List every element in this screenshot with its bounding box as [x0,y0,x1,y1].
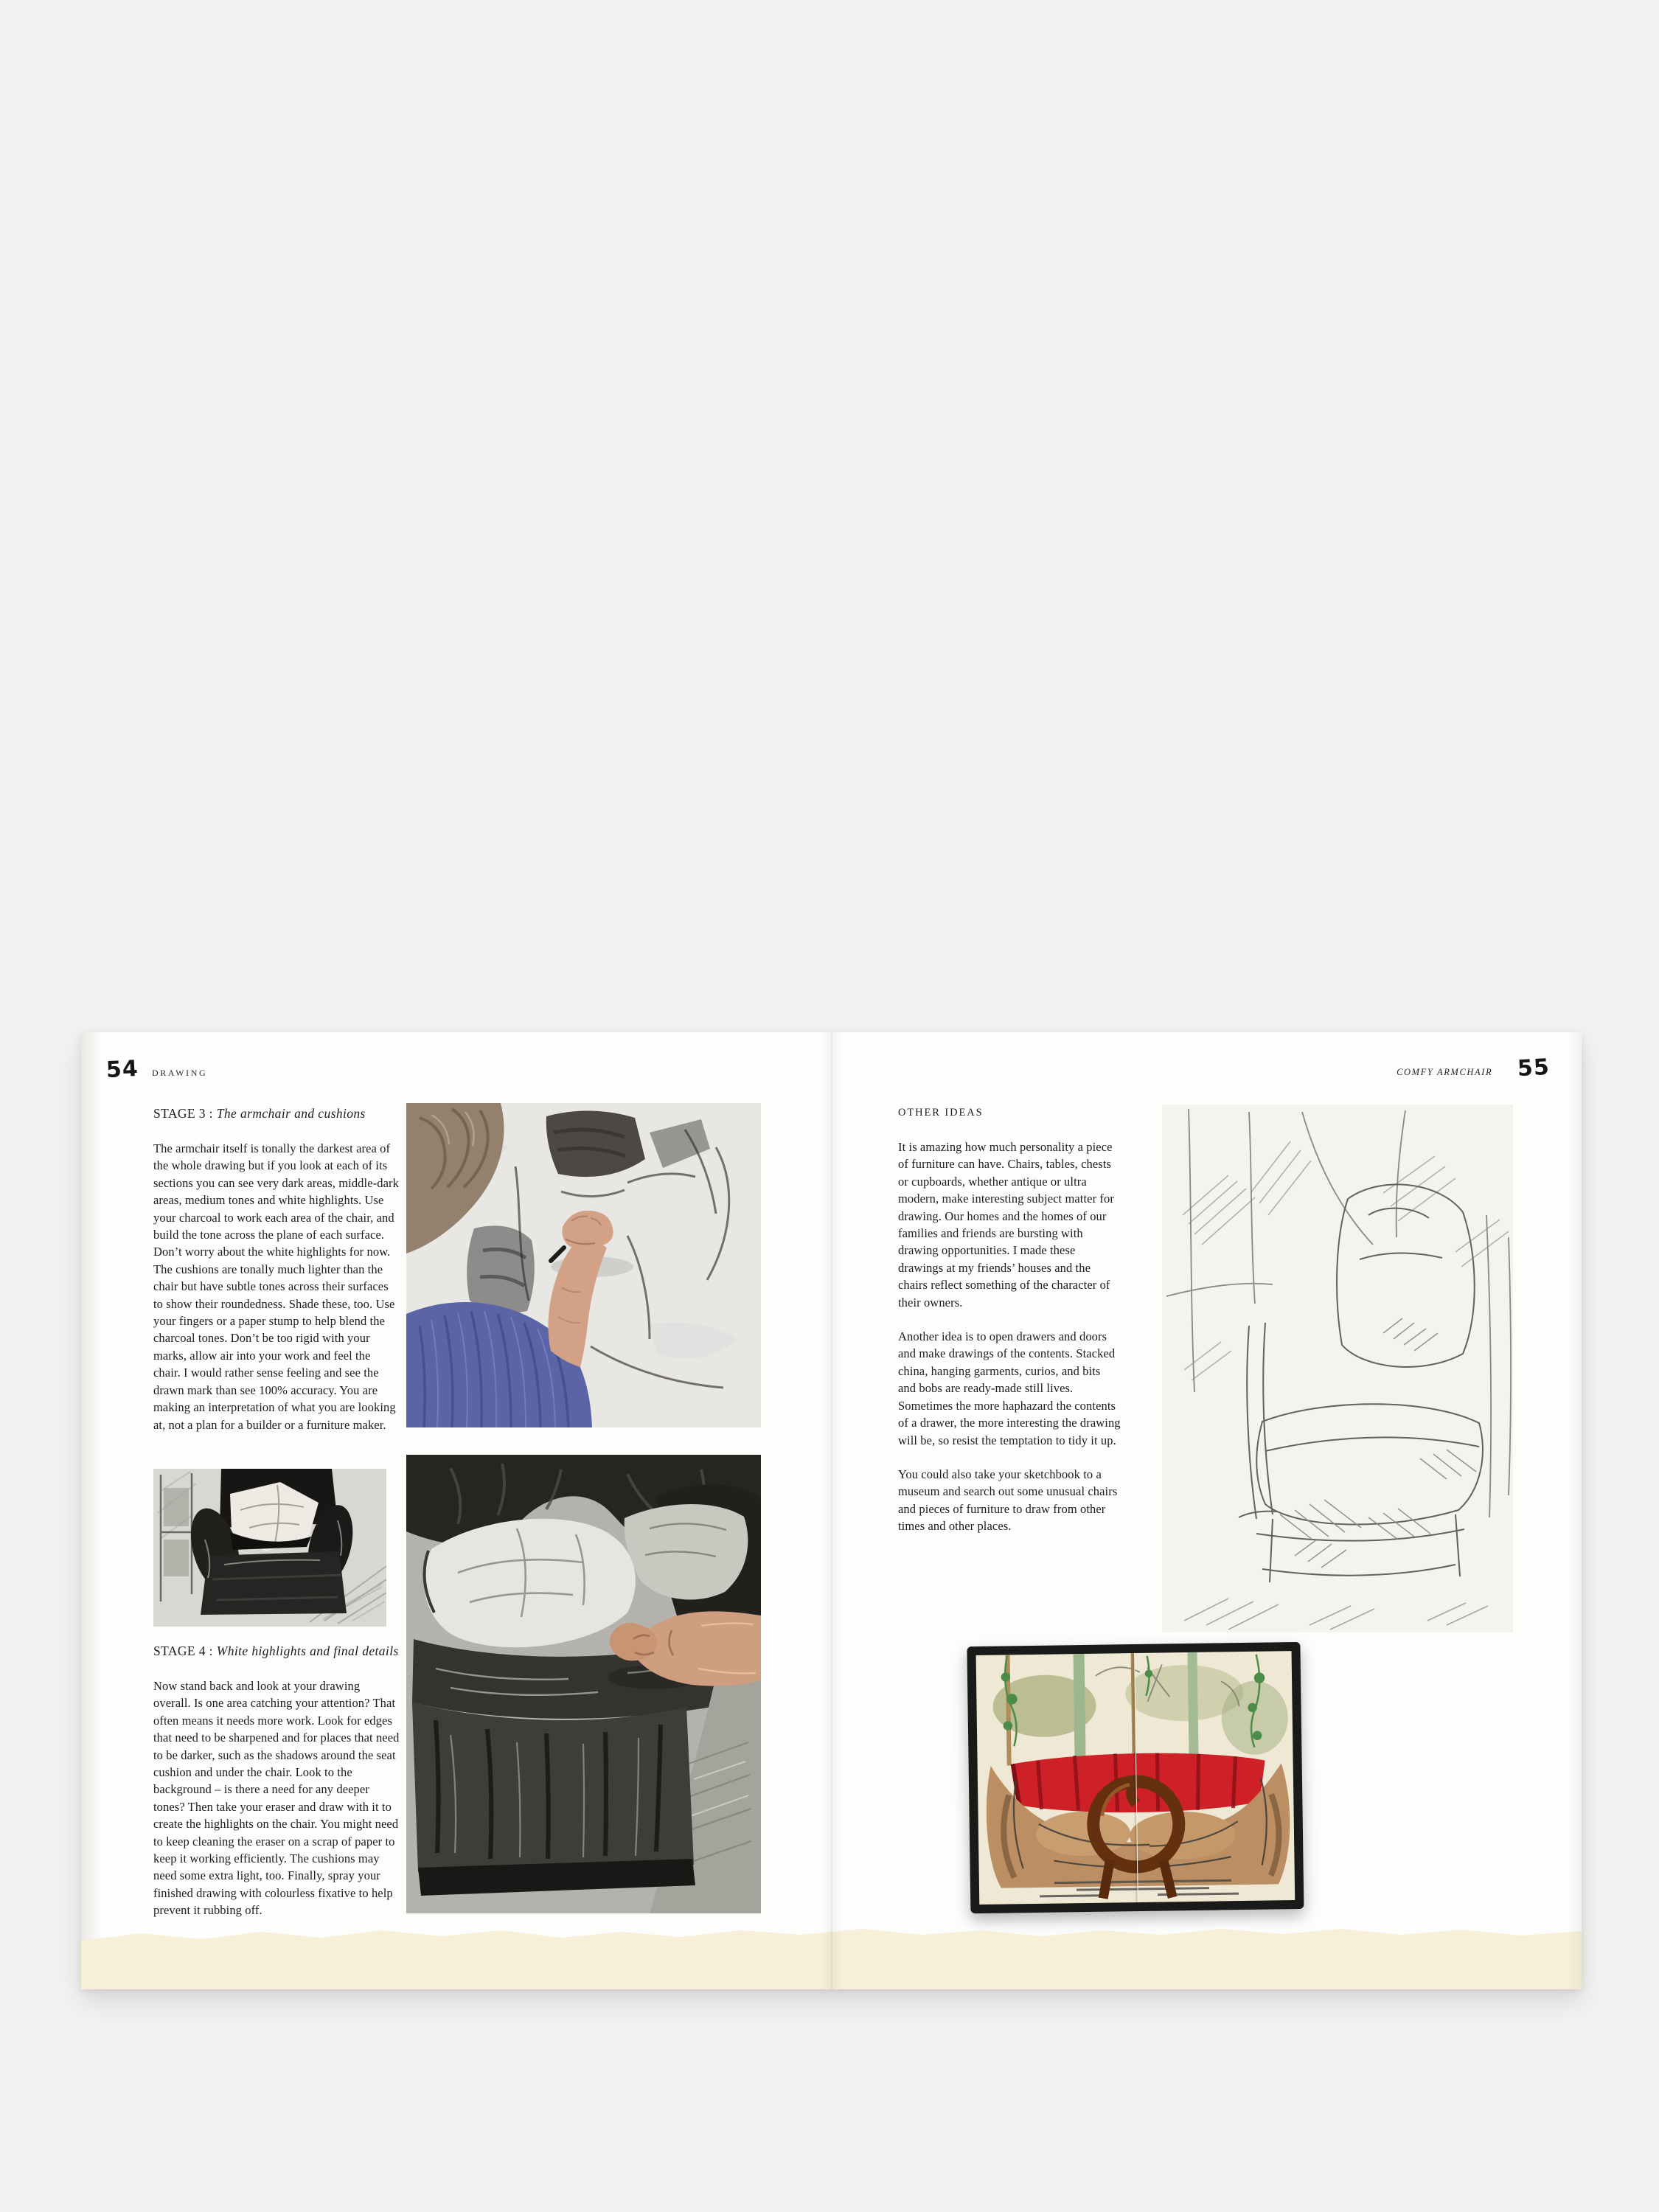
other-ideas-paragraph-2: Another idea is to open drawers and doors and make drawings of the contents. Stacked china, hanging garments, curios, and bits and bobs are ready-made still lives. Sometimes the more haphazard the contents of a drawer, the more interesting the drawing will be, so resist the temptation to tidy it up. [898,1329,1121,1447]
stage3-paragraph: The armchair itself is tonally the darkest area of the whole drawing but if you look at each of its sections you can see very dark areas, middle-dark areas, medium tones and white highlights. Use your charcoal to work each area of the chair, and build the tone across the plane of each surface. Don’t worry about the white highlights for now. The cushions are tonally much lighter than the chair but have subtle tones across their surfaces to show their roundedness. Shade these, too. Use your fingers or a paper stump to help blend the charcoal tones. Don’t be too rigid with your marks, allow air into your work and feel the chair. I would rather sense feeling and see the drawn mark than see 100% accuracy. You are making an interpretation of what you are looking at, not a plan for a builder or a furniture maker. [153,1141,399,1432]
left-running-header: DRAWING [152,1068,208,1078]
pencil-armchair-sketch [1162,1105,1513,1632]
stage4-title: White highlights and final details [216,1644,399,1658]
left-page-number: 54 [105,1055,139,1084]
other-ideas-paragraph-1: It is amazing how much personality a piece of furniture can have. Chairs, tables, chests or cupboards, whether antique or ultra modern, make interesting subject matter for drawing. Our homes and the homes of our families and friends are bursting with drawing opportunities. I made these drawings at my friends’ houses and the chairs reflect something of the character of their owners. [898,1140,1114,1310]
right-running-header: COMFY ARMCHAIR [1397,1067,1493,1077]
stage4-heading [153,1644,399,1659]
stage4-paragraph: Now stand back and look at your drawing overall. Is one area catching your attention? That often means it needs more work. Look for edges that need to be sharpened and for places that need to be darker, such as the shadows around the seat cushion and under the chair. Look to the background – is there a need for any deeper tones? Then take your eraser and draw with it to create the highlights on the chair. You might need to keep cleaning the eraser on a scrap of paper to keep it working efficiently. The cushions may need some extra light, too. Finally, spray your finished drawing with colourless fixative to help prevent it rubbing off. [153,1679,400,1918]
stage3-title: The armchair and cushions [216,1106,366,1121]
other-ideas-column [898,1138,1121,1535]
right-page-number: 55 [1517,1054,1551,1082]
right-running-header-row [1397,1054,1551,1082]
book-spread [81,1032,1582,1989]
other-ideas-paragraph-3: You could also take your sketchbook to a museum and search out some unusual chairs and pieces of furniture to draw from other times and other places. [898,1467,1118,1534]
photo-artist-hand-drawing [406,1103,761,1427]
other-ideas-heading: OTHER IDEAS [898,1107,984,1119]
charcoal-armchair-drawing-small [153,1469,386,1627]
charcoal-drawing-closeup-with-hand [406,1455,761,1913]
stage3-label: STAGE 3 : [153,1106,213,1121]
book-gutter-fold [821,1032,842,1989]
watercolor-sketchbook-photo [964,1638,1311,1926]
stage3-heading [153,1106,366,1121]
stage4-label: STAGE 4 : [153,1644,213,1658]
